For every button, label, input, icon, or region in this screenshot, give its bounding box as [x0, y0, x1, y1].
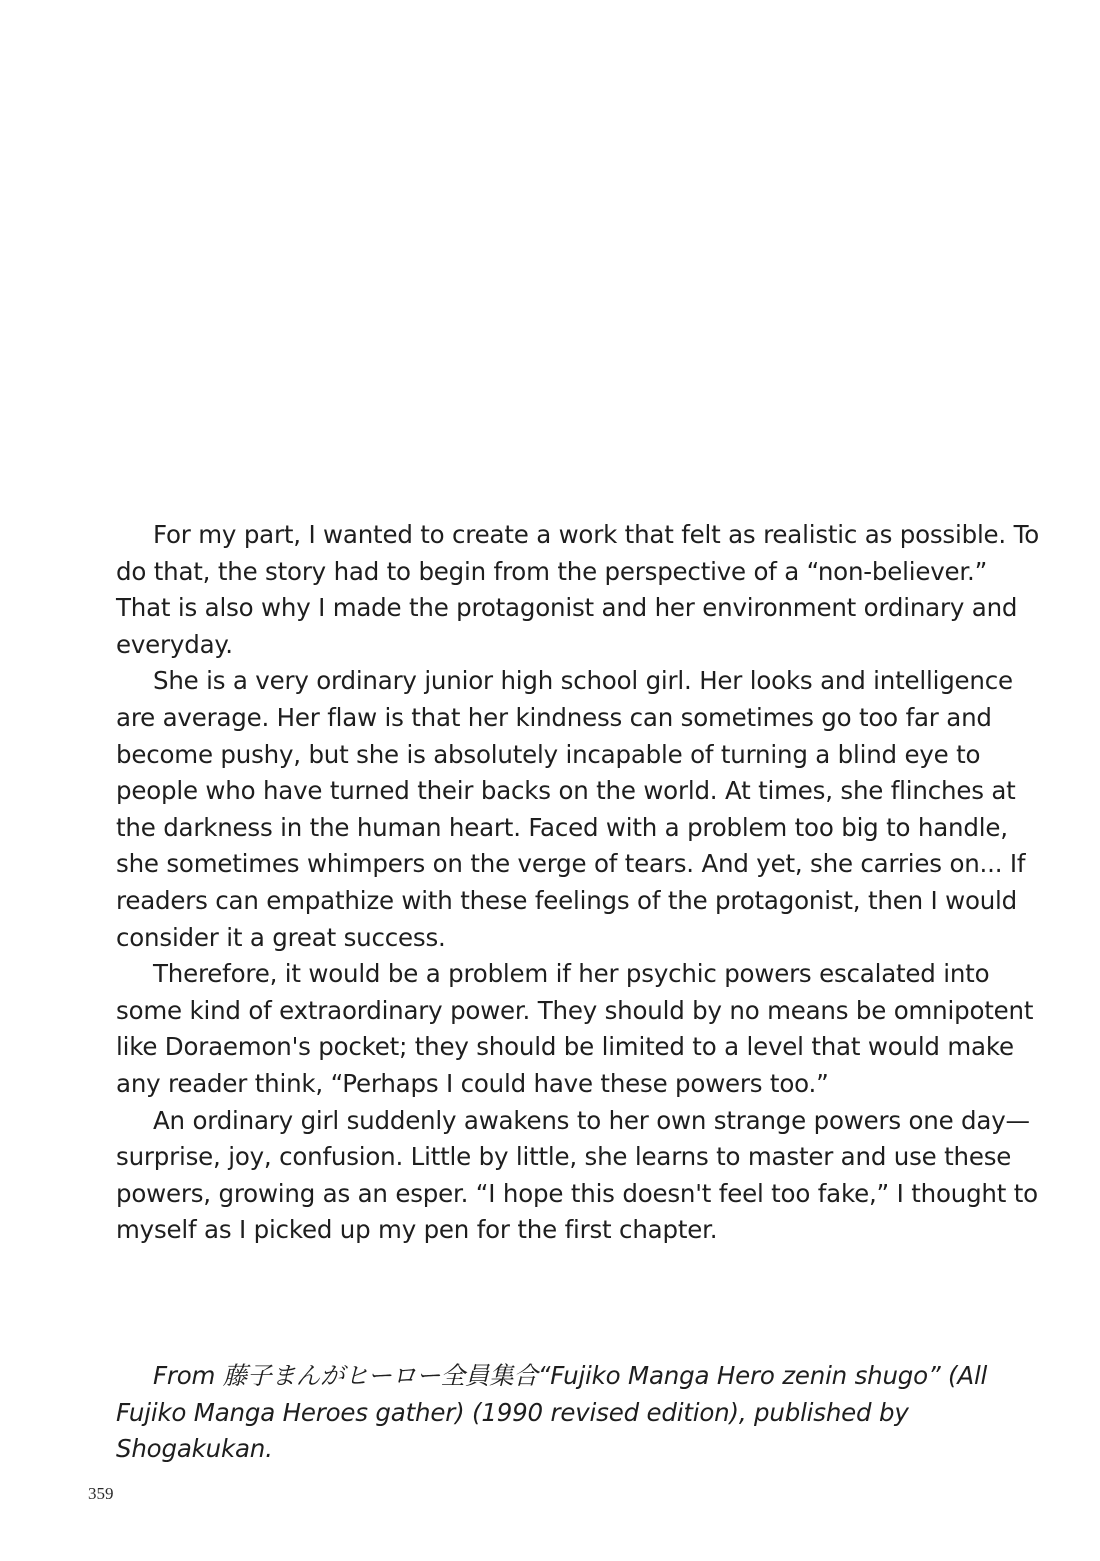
essay-text [116, 517, 1046, 1249]
citation-text: From 藤子まんがヒーロー全員集合“Fujiko Manga Hero zenin shugo” (All Fujiko Manga Heroes gather) (1990 revised edition), published by Shogakukan. [116, 1361, 988, 1464]
paragraph-3: Therefore, it would be a problem if her psychic powers escalated into some kind of extraordinary power. They should by no means be omnipotent like Doraemon's pocket; they should be limited to a level that would make any reader think, “Perhaps I could have these powers too.” [116, 959, 1034, 1098]
page-number: 359 [88, 1484, 114, 1503]
paragraph-2: She is a very ordinary junior high school girl. Her looks and intelligence are average. Her flaw is that her kindness can sometimes go too far and become pushy, but she is absolutely incapable of turning a blind eye to people who have turned their backs on the world. At times, she flinches at the darkness in the human heart. Faced with a problem too big to handle, she sometimes whimpers on the verge of tears. And yet, she carries on... If readers can empathize with these feelings of the protagonist, then I would consider it a great success. [116, 666, 1026, 952]
paragraph-1: For my part, I wanted to create a work that felt as realistic as possible. To do that, the story had to begin from the perspective of a “non-believer.” That is also why I made the protagonist and her environment ordinary and everyday. [116, 520, 1039, 659]
paragraph-4: An ordinary girl suddenly awakens to her own strange powers one day—surprise, joy, confusion. Little by little, she learns to master and use these powers, growing as an esper. “I hope this doesn't feel too fake,” I thought to myself as I picked up my pen for the first chapter. [116, 1105, 1038, 1245]
source-citation [116, 1358, 1016, 1468]
